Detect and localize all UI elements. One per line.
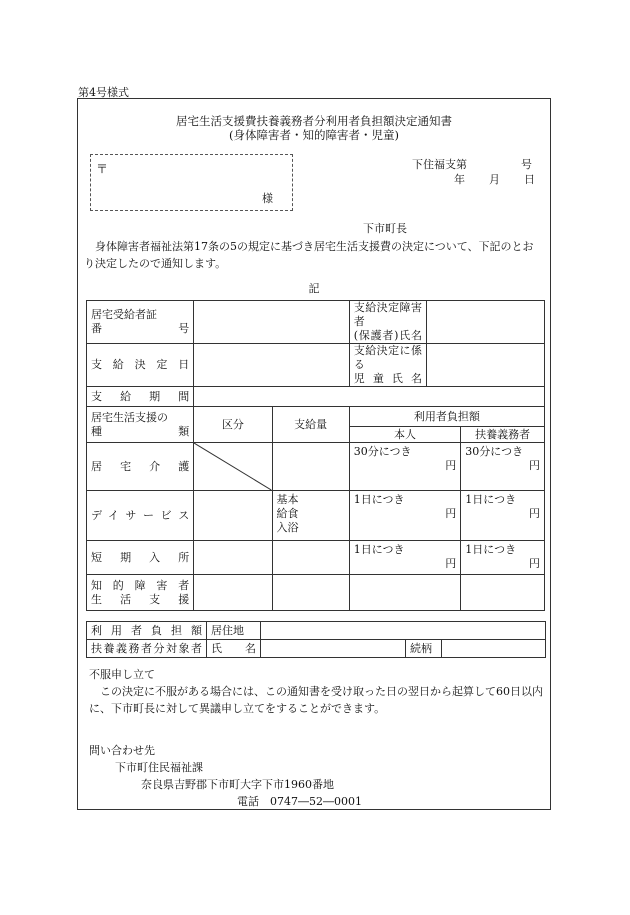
inquiry-address: 奈良県吉野郡下市町大字下市1960番地 [141,778,334,791]
issue-date [454,171,535,187]
mental-support-category [194,575,272,611]
short-stay-self: 1日につき 円 [349,541,461,575]
target-label-line2: 扶養義務者分対象者 [87,640,207,658]
doc-number-suffix: 号 [521,158,532,171]
appeal-heading: 不服申し立て [89,668,155,681]
recipient-number-label: 居宅受給者証 番号 [87,301,194,344]
name-value [261,640,406,658]
day-service-supporter: 1日につき 円 [461,491,545,541]
home-care-label: 居宅介護 [87,443,194,491]
document-title: 居宅生活支援費扶養義務者分利用者負担額決定通知書 [176,114,452,128]
period-label: 支給期間 [87,387,194,407]
postal-mark: 〒 [96,162,109,176]
inquiry-heading: 問い合わせ先 [89,744,155,757]
recipient-number-value [194,301,350,344]
self-header: 本人 [349,427,461,443]
date-day: 日 [524,173,535,186]
amount-header: 支給量 [272,407,349,443]
mental-support-amount [272,575,349,611]
residence-value [261,622,546,640]
doc-number-prefix: 下住福支第 [412,158,467,171]
honorific: 様 [262,192,273,205]
form-number: 第4号様式 [78,86,129,99]
decision-date-value [194,344,350,387]
burden-header: 利用者負担額 [349,407,544,427]
target-label-line1: 利用者負担額 [87,622,207,640]
home-care-supporter: 30分につき 円 [461,443,545,491]
document-number [412,156,532,172]
relation-value [442,640,546,658]
notice-body: 身体障害者福祉法第17条の5の規定に基づき居宅生活支援費の決定について、下記のとおり決定したので通知します。 [84,240,534,270]
mental-support-self [349,575,461,611]
short-stay-supporter: 1日につき 円 [461,541,545,575]
inquiry-department: 下市町住民福祉課 [115,761,203,774]
short-stay-category [194,541,272,575]
home-care-self: 30分につき 円 [349,443,461,491]
short-stay-amount [272,541,349,575]
supporter-header: 扶養義務者 [461,427,545,443]
inquiry-phone: 電話 0747―52―0001 [237,795,362,808]
day-service-category [194,491,272,541]
decision-table [86,300,545,611]
date-month: 月 [489,173,500,186]
diagonal-slash-cell [194,443,272,491]
relation-label: 続柄 [406,640,442,658]
short-stay-label: 短期入所 [87,541,194,575]
appeal-text: この決定に不服がある場合には、この通知書を受け取った日の翌日から起算して60日以内に、下市町長に対して異議申し立てをすることができます。 [89,685,543,715]
name-label: 氏名 [207,640,261,658]
target-person-table [86,621,546,658]
decided-person-label: 支給決定障害者 (保護者)氏名 [349,301,426,344]
decision-date-label: 支給決定日 [87,344,194,387]
day-service-self: 1日につき 円 [349,491,461,541]
day-service-label: デイサービス [87,491,194,541]
date-year: 年 [454,173,465,186]
child-label: 支給決定に係る 児童氏名 [349,344,426,387]
service-kind-header: 居宅生活支援の 種類 [87,407,194,443]
mental-support-supporter [461,575,545,611]
issuer: 下市町長 [363,222,407,235]
ki-marker: 記 [308,282,320,295]
mental-support-label: 知的障害者 生活支援 [87,575,194,611]
period-value [194,387,545,407]
residence-label: 居住地 [207,622,261,640]
decided-person-value [426,301,544,344]
document-subtitle: (身体障害者・知的障害者・児童) [229,128,399,142]
child-value [426,344,544,387]
home-care-amount [272,443,349,491]
category-header: 区分 [194,407,272,443]
day-service-amount: 基本 給食 入浴 [272,491,349,541]
diagonal-slash [194,443,271,490]
